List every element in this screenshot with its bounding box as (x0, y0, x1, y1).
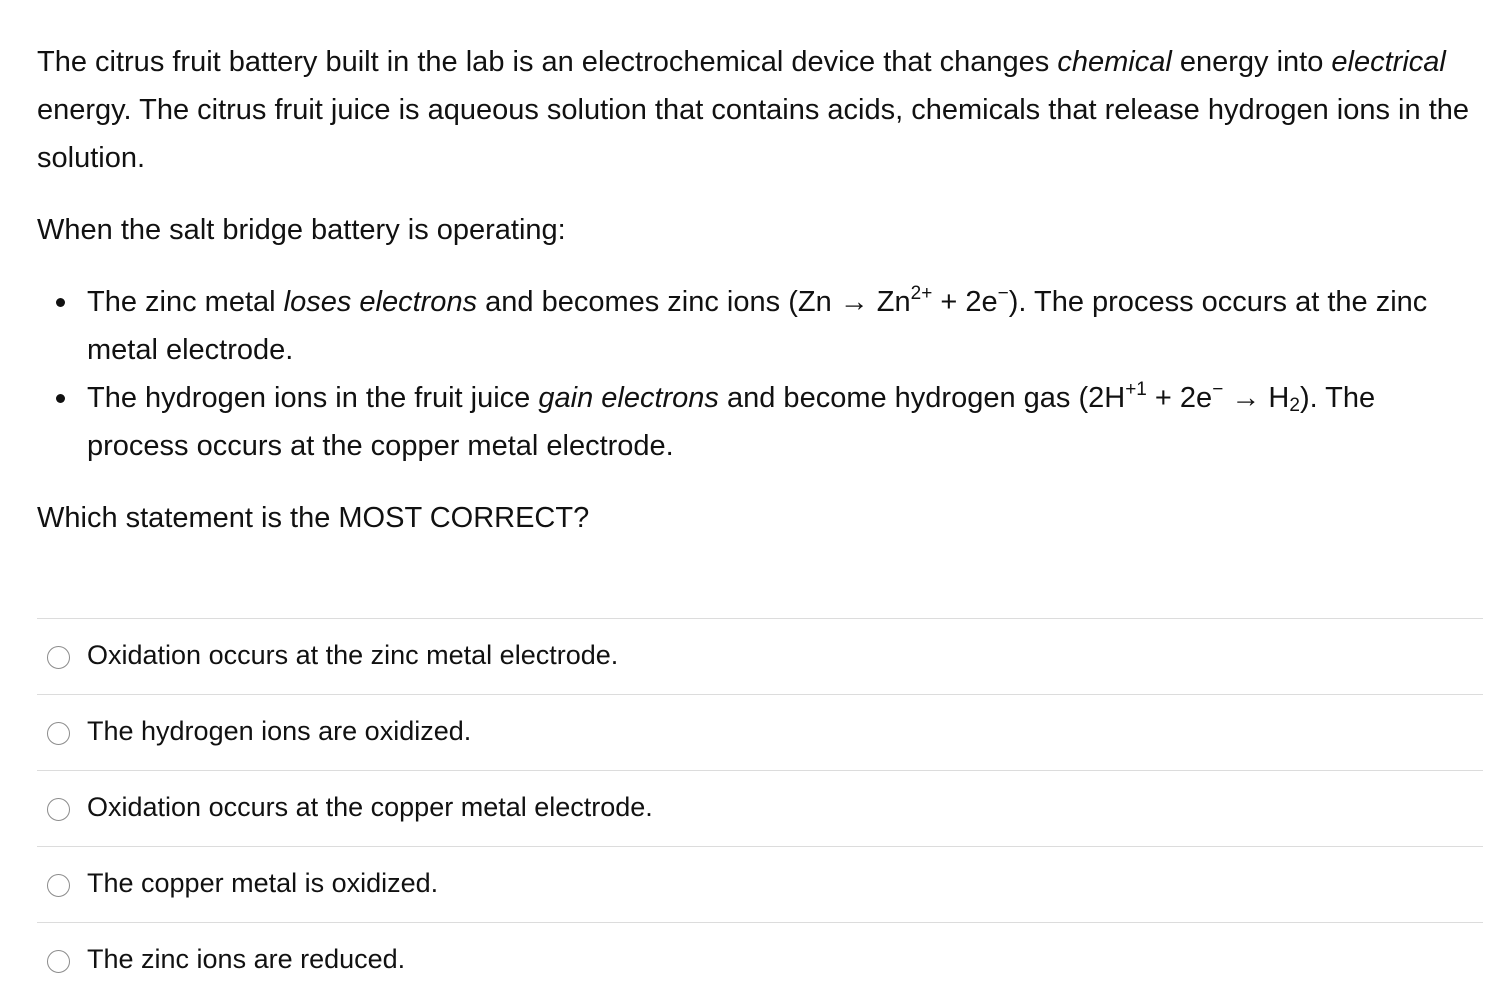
answer-label[interactable]: The zinc ions are reduced. (87, 944, 406, 974)
bullet-list (37, 278, 1482, 470)
radio-button-icon[interactable] (47, 646, 70, 669)
answer-option[interactable] (37, 618, 1483, 694)
operating-label: When the salt bridge battery is operating: (37, 214, 566, 246)
answer-list (37, 618, 1483, 998)
answer-option[interactable] (37, 846, 1483, 922)
bullet-dot-icon (56, 394, 65, 403)
bullet-zinc: The zinc metal loses electrons and becomes zinc ions $(Zn \to Zn^{2+} + 2e^-)$. The process occurs at the zinc metal electrode. (37, 278, 1482, 374)
bullet-hydrogen: The hydrogen ions in the fruit juice gain electrons and become hydrogen gas $(2H^{+1} + 2e^- \to H_2)$. The process occurs at the copper metal electrode. (37, 374, 1482, 470)
answer-label[interactable]: Oxidation occurs at the zinc metal electrode. (87, 640, 619, 670)
radio-button-icon[interactable] (47, 722, 70, 745)
question-text (37, 38, 1482, 566)
answer-label[interactable]: The copper metal is oxidized. (87, 868, 439, 898)
answer-label[interactable]: Oxidation occurs at the copper metal electrode. (87, 792, 653, 822)
bullet-dot-icon (56, 298, 65, 307)
answer-label[interactable]: The hydrogen ions are oxidized. (87, 716, 472, 746)
intro-paragraph: The citrus fruit battery built in the lab is an electrochemical device that changes chemical energy into electrical energy. The citrus fruit juice is aqueous solution that contains acids, chemicals that release hydrogen ions in the solution. (37, 46, 1470, 174)
radio-button-icon[interactable] (47, 798, 70, 821)
answer-option[interactable] (37, 770, 1483, 846)
radio-button-icon[interactable] (47, 950, 70, 973)
answer-option[interactable] (37, 694, 1483, 770)
radio-button-icon[interactable] (47, 874, 70, 897)
answer-option[interactable] (37, 922, 1483, 998)
question-prompt: Which statement is the MOST CORRECT? (37, 502, 590, 534)
